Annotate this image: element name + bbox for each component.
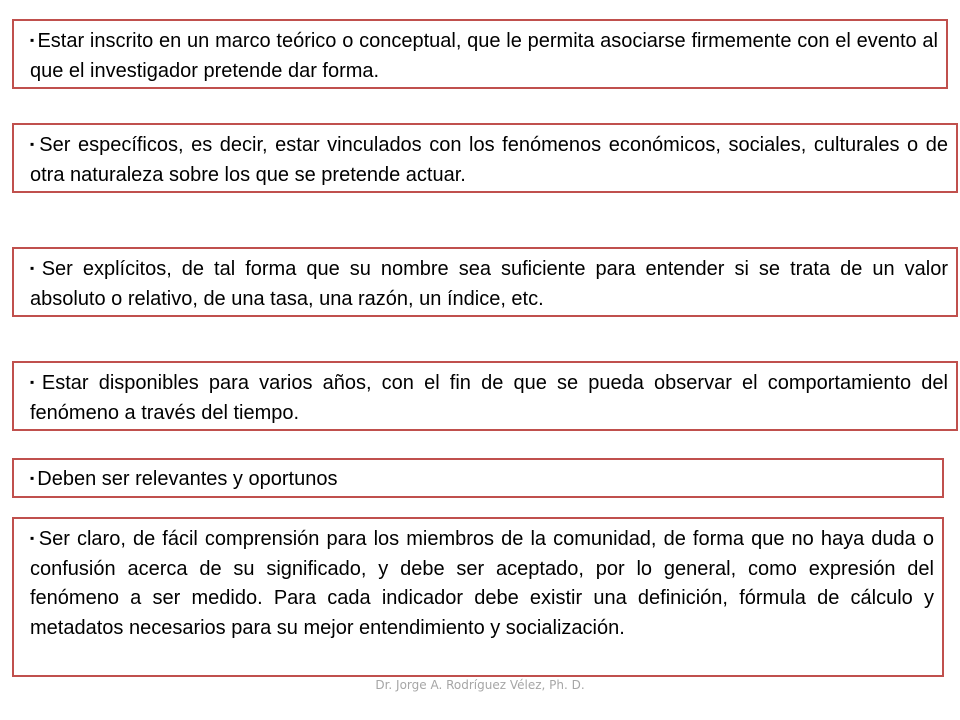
bullet-icon: ▪	[30, 261, 39, 275]
bullet-icon: ▪	[30, 33, 35, 47]
criterion-box-3	[12, 247, 958, 317]
criterion-box-4	[12, 361, 958, 431]
criterion-text-4: Estar disponibles para varios años, con el fin de que se pueda observar el comportamiento del fenómeno a través del tiempo.	[30, 372, 948, 424]
criterion-text-1: Estar inscrito en un marco teórico o conceptual, que le permita asociarse firmemente con el evento al que el investigador pretende dar forma.	[30, 30, 938, 82]
criterion-text-5: Deben ser relevantes y oportunos	[37, 468, 338, 490]
bullet-icon: ▪	[30, 471, 35, 485]
criterion-text-6: Ser claro, de fácil comprensión para los miembros de la comunidad, de forma que no haya duda o confusión acerca de su significado, y debe ser aceptado, por lo general, como expresión del fenómeno a ser medido. Para cada indicador debe existir una definición, fórmula de cálculo y metadatos necesarios para su mejor entendimiento y socialización.	[30, 528, 934, 639]
bullet-icon: ▪	[30, 531, 36, 545]
criterion-box-2	[12, 123, 958, 193]
author-footer: Dr. Jorge A. Rodríguez Vélez, Ph. D.	[375, 678, 585, 692]
criterion-text-2: Ser específicos, es decir, estar vinculados con los fenómenos económicos, sociales, culturales o de otra naturaleza sobre los que se pretende actuar.	[30, 134, 948, 186]
bullet-icon: ▪	[30, 137, 37, 151]
bullet-icon: ▪	[30, 375, 39, 389]
criterion-box-5	[12, 458, 944, 498]
criterion-box-1	[12, 19, 948, 89]
criterion-box-6	[12, 517, 944, 677]
criterion-text-3: Ser explícitos, de tal forma que su nombre sea suficiente para entender si se trata de un valor absoluto o relativo, de una tasa, una razón, un índice, etc.	[30, 258, 948, 310]
